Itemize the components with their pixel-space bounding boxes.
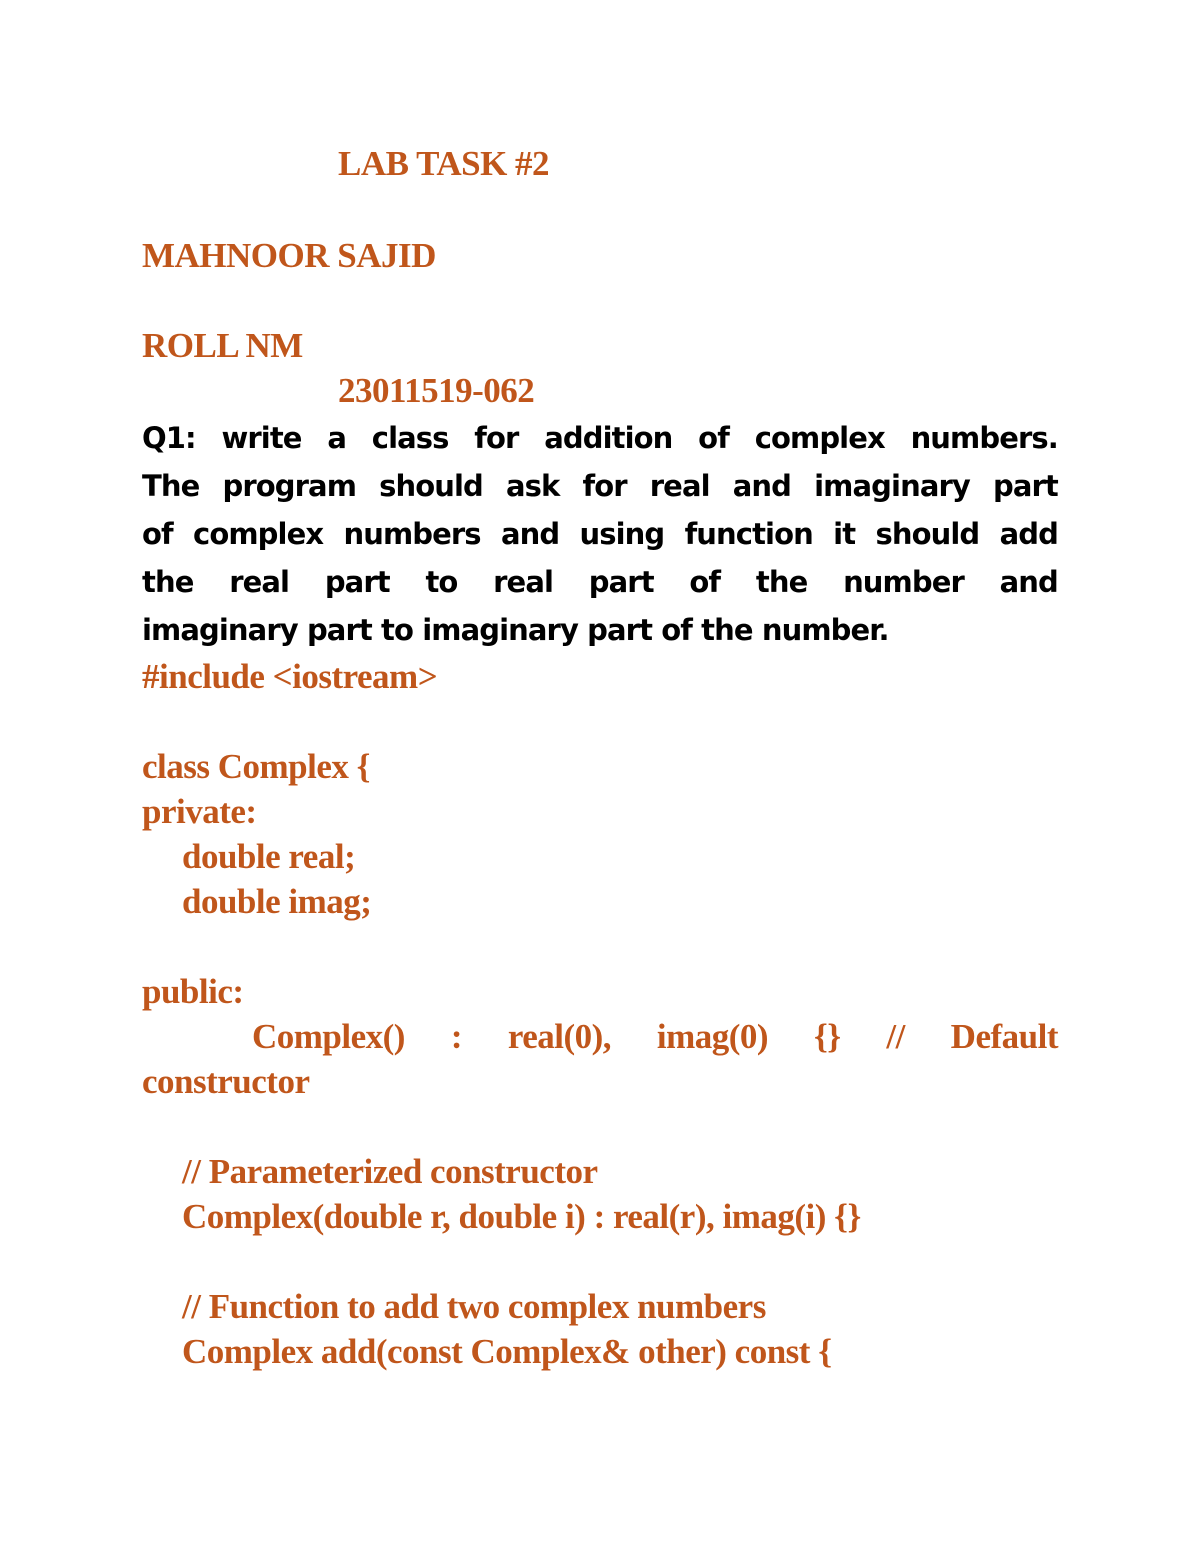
question-word: for bbox=[582, 469, 627, 503]
question-line: imaginary part to imaginary part of the number. bbox=[142, 613, 889, 647]
question-line bbox=[142, 510, 1058, 558]
code-add-decl: Complex add(const Complex& other) const { bbox=[182, 1332, 832, 1371]
question-word: should bbox=[379, 469, 483, 503]
question-line bbox=[142, 414, 1058, 462]
code-field-real: double real; bbox=[182, 837, 356, 876]
question-word: and bbox=[999, 565, 1058, 599]
code-token: real(0), bbox=[507, 1017, 612, 1056]
question-line bbox=[142, 462, 1058, 510]
question-word: program bbox=[222, 469, 357, 503]
code-field-imag: double imag; bbox=[182, 882, 372, 921]
question-word: part bbox=[324, 565, 390, 599]
question-word: ask bbox=[506, 469, 560, 503]
question-word: part bbox=[992, 469, 1058, 503]
question-word: of bbox=[142, 517, 173, 551]
lab-task-title: LAB TASK #2 bbox=[338, 144, 550, 183]
code-token: Default bbox=[950, 1017, 1058, 1056]
question-word: complex bbox=[193, 517, 324, 551]
question-word: and bbox=[500, 517, 560, 551]
question-word: imaginary bbox=[814, 469, 970, 503]
student-name: MAHNOOR SAJID bbox=[142, 236, 436, 275]
question-word: function bbox=[684, 517, 813, 551]
code-public-label: public: bbox=[142, 972, 244, 1011]
question-word: numbers bbox=[343, 517, 481, 551]
code-include: #include <iostream> bbox=[142, 657, 438, 696]
question-paragraph bbox=[142, 414, 1058, 654]
question-word: real bbox=[493, 565, 554, 599]
question-word: add bbox=[999, 517, 1058, 551]
question-word: a bbox=[327, 421, 347, 455]
question-word: the bbox=[142, 565, 194, 599]
question-word: Q1: bbox=[142, 421, 196, 455]
code-default-ctor bbox=[252, 1015, 1058, 1059]
question-word: of bbox=[689, 565, 721, 599]
code-token: // bbox=[886, 1017, 905, 1056]
question-word: and bbox=[732, 469, 792, 503]
roll-number: 23011519-062 bbox=[338, 371, 535, 410]
roll-label: ROLL NM bbox=[142, 326, 303, 365]
code-token: Complex() bbox=[252, 1017, 405, 1056]
question-word: part bbox=[588, 565, 654, 599]
question-word: it bbox=[833, 517, 856, 551]
question-word: number bbox=[843, 565, 964, 599]
code-token: imag(0) bbox=[656, 1017, 769, 1056]
question-line bbox=[142, 558, 1058, 606]
code-class-decl: class Complex { bbox=[142, 747, 370, 786]
code-token: {} bbox=[813, 1017, 841, 1056]
code-private-label: private: bbox=[142, 792, 257, 831]
code-add-comment: // Function to add two complex numbers bbox=[182, 1287, 766, 1326]
question-word: numbers. bbox=[910, 421, 1058, 455]
question-word: real bbox=[649, 469, 710, 503]
question-word: write bbox=[221, 421, 302, 455]
question-word: to bbox=[425, 565, 458, 599]
code-param-ctor: Complex(double r, double i) : real(r), imag(i) {} bbox=[182, 1197, 861, 1236]
question-word: should bbox=[875, 517, 980, 551]
question-word: complex bbox=[754, 421, 885, 455]
question-word: The bbox=[142, 469, 200, 503]
question-word: real bbox=[229, 565, 290, 599]
question-word: class bbox=[371, 421, 449, 455]
code-default-ctor-cont: constructor bbox=[142, 1062, 310, 1101]
question-word: using bbox=[579, 517, 665, 551]
question-word: the bbox=[755, 565, 808, 599]
question-word: for bbox=[474, 421, 519, 455]
question-word: addition bbox=[544, 421, 673, 455]
code-param-comment: // Parameterized constructor bbox=[182, 1152, 598, 1191]
question-word: of bbox=[698, 421, 729, 455]
code-token: : bbox=[450, 1017, 462, 1056]
